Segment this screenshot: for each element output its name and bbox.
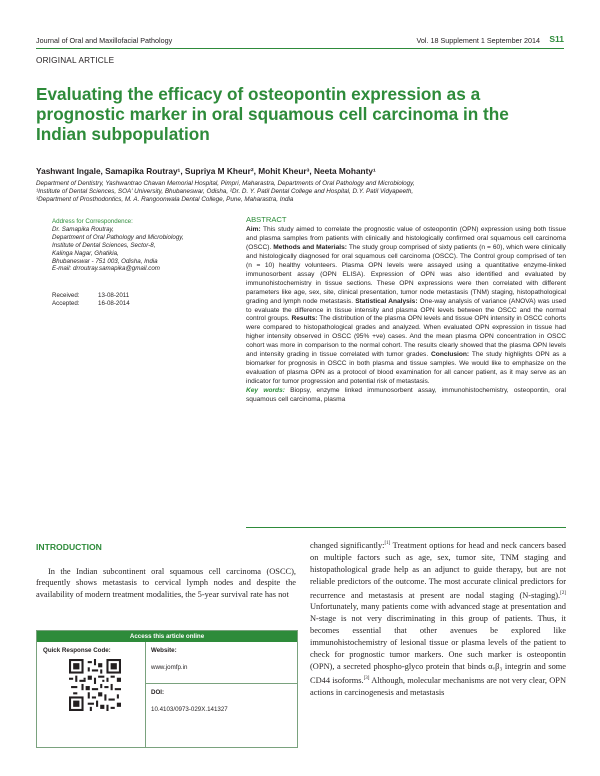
running-header <box>36 33 564 47</box>
intro-text: Treatment options for head and neck cancers based on multiple factors such as age, sex, tumor site, TNM staging and histopathological grade help as an adjunct to guide therapy, but are not reliable predictors of the outcome. The most accurate clinical predictors for recurrence and metastasis at present are nodal staging (N-staging). <box>310 540 566 600</box>
affiliation-line: ³Department of Prosthodontics, M. A. Rangoonwala Dental College, Pune, Maharastra, India <box>36 196 294 204</box>
conclusion-label: Conclusion: <box>431 351 470 359</box>
qr-code-icon[interactable] <box>69 659 121 711</box>
intro-text: Although, molecular mechanisms are not very clear, OPN actions in carcinogenesis and metastasis <box>310 675 566 697</box>
correspondence-label: Address for Correspondence: <box>52 218 133 225</box>
stat-text: One-way analysis of variance (ANOVA) was used to evaluate the difference in tissue intensity and plasma OPN levels between the OSCC and the normal control groups. <box>246 297 566 323</box>
keywords-text: Biopsy, enzyme linked immunosorbent assay, immunohistochemistry, osteopontin, oral squamous cell carcinoma, plasma <box>246 387 566 404</box>
correspondence-email[interactable]: E-mail: drroutray.samapika@gmail.com <box>52 265 160 273</box>
article-type: ORIGINAL ARTICLE <box>36 56 115 65</box>
access-box <box>36 630 298 748</box>
correspondence-line: Institute of Dental Sciences, Sector-8, <box>52 241 156 249</box>
affiliation-line: ¹Institute of Dental Sciences, SOA' University, Bhubaneswar, Odisha, ²Dr. D. Y. Patil Dental College and Hospital, D.Y. Patil Vidyapeeth, <box>36 188 414 196</box>
ref-link[interactable]: [2] <box>560 590 566 596</box>
ref-link[interactable]: [3] <box>363 676 370 682</box>
intro-text: changed significantly: <box>310 540 385 550</box>
article-title: Evaluating the efficacy of osteopontin expression as a prognostic marker in oral squamous cell carcinoma in the Indian subpopulation <box>36 84 509 144</box>
correspondence-line: Dr. Samapika Routray, <box>52 225 114 233</box>
header-rule <box>36 48 564 49</box>
website-link[interactable]: www.jomfp.in <box>151 664 188 671</box>
correspondence-line: Department of Oral Pathology and Microbiology, <box>52 233 184 241</box>
received-label: Received: <box>52 292 80 299</box>
doi-link[interactable]: 10.4103/0973-029X.141327 <box>151 706 228 713</box>
affiliation-line: Department of Dentistry, Yashwantrao Chavan Memorial Hospital, Pimpri, Maharastra, Departments of Oral Pathology and Microbiology, <box>36 180 415 187</box>
volume-info: Vol. 18 Supplement 1 September 2014 <box>416 36 540 45</box>
results-text: The distribution of the plasma OPN levels and tissue OPN intensity in OSCC cohorts were compared to histopathological grades and analyzed. When evaluated OPN expression in tissue had higher intensity observed in OSCC (95% +ve) cases. And the mean plasma OPN concentration in OSCC cohort was more in comparison to the normal cohort. The results clearly showed that the plasma OPN levels and intensity grading in tissue correlated with tumor grades. <box>246 315 566 359</box>
intro-text: Unfortunately, many patients come with advanced stage at presentation and N-stage is not very discriminating in this group of patients. Thus, it becomes essential that other avenues be explored like immunohistochemistry of lesional tissue or plasma levels of the patient to check for prognostic tumor markers. One such marker is osteopontin (OPN), a secreted phospho-glyco protein that binds αᵥβ₃ integrin and some CD44 isoforms. <box>310 602 566 685</box>
aim-label: Aim: <box>246 225 261 233</box>
ref-link[interactable]: [1] <box>384 541 391 546</box>
qr-label: Quick Response Code: <box>43 647 111 654</box>
access-divider <box>145 642 146 747</box>
accepted-date: 16-08-2014 <box>98 300 130 307</box>
author-list: Yashwant Ingale, Samapika Routray¹, Supriya M Kheur², Mohit Kheur³, Neeta Mohanty¹ <box>36 166 376 176</box>
journal-name: Journal of Oral and Maxillofacial Pathology <box>36 36 173 45</box>
keywords <box>246 387 566 405</box>
abstract-body <box>246 226 566 387</box>
received-date: 13-08-2011 <box>98 292 130 299</box>
correspondence-line: Kalinga Nagar, Ghatikia, <box>52 249 119 257</box>
aim-text: This study aimed to correlate the prognostic value of osteopontin (OPN) expression using both tissue and plasma samples from patients with clinically and histologically confirmed oral squamous cell carcinoma (OSCC). <box>246 225 567 251</box>
stat-label: Statistical Analysis: <box>355 297 418 305</box>
introduction-col1: In the Indian subcontinent oral squamous cell carcinoma (OSCC), frequently shows metastasis to cervical lymph nodes and despite the availability of modern treatment modalities, the 5-year survival rate has not <box>36 567 296 599</box>
page-number: S11 <box>549 34 564 44</box>
dates-block <box>52 292 217 308</box>
abstract <box>246 216 566 405</box>
conclusion-text: The study highlights OPN as a biomarker for prognosis in OSCC in both plasma and tissue samples. We would like to emphasize on the evaluation of plasma OPN as a protocol of blood examination for all cancer patient, as it may serve as an indicator for tumor progression and potential risk of metastasis. <box>246 351 566 386</box>
methods-label: Methods and Materials: <box>273 243 347 251</box>
results-label: Results: <box>291 315 318 323</box>
introduction-heading: INTRODUCTION <box>36 542 102 552</box>
abstract-rule <box>246 527 566 528</box>
keywords-label: Key words: <box>246 387 285 395</box>
correspondence-line: Bhubaneswar - 751 003, Odisha, India <box>52 257 158 265</box>
access-divider <box>145 683 297 684</box>
access-heading: Access this article online <box>37 631 297 642</box>
correspondence-block <box>52 218 217 273</box>
abstract-heading: ABSTRACT <box>246 215 287 224</box>
doi-label: DOI: <box>151 689 165 696</box>
accepted-label: Accepted: <box>52 300 80 307</box>
affiliations <box>36 180 566 205</box>
website-label: Website: <box>151 647 177 654</box>
methods-text: The study group comprised of sixty patients (n = 60), which were clinically and histologically diagnosed for oral squamous cell carcinoma (OSCC). The Control group comprised of ten (n = 10) healthy volunteers. Plasma OPN levels were assayed using a quantitative enzyme-linked immunosorbent assay (OPN ELISA). Expression of OPN was also identified and evaluated by immunohistochemistry in tissue sections. These OPN expressions were then correlated with different parameters like age, sex, site, clinical presentation, tumor node metastasis (TNM) staging, histopathological grading and lymph node metastasis. <box>246 243 566 305</box>
introduction-col2 <box>310 538 566 699</box>
